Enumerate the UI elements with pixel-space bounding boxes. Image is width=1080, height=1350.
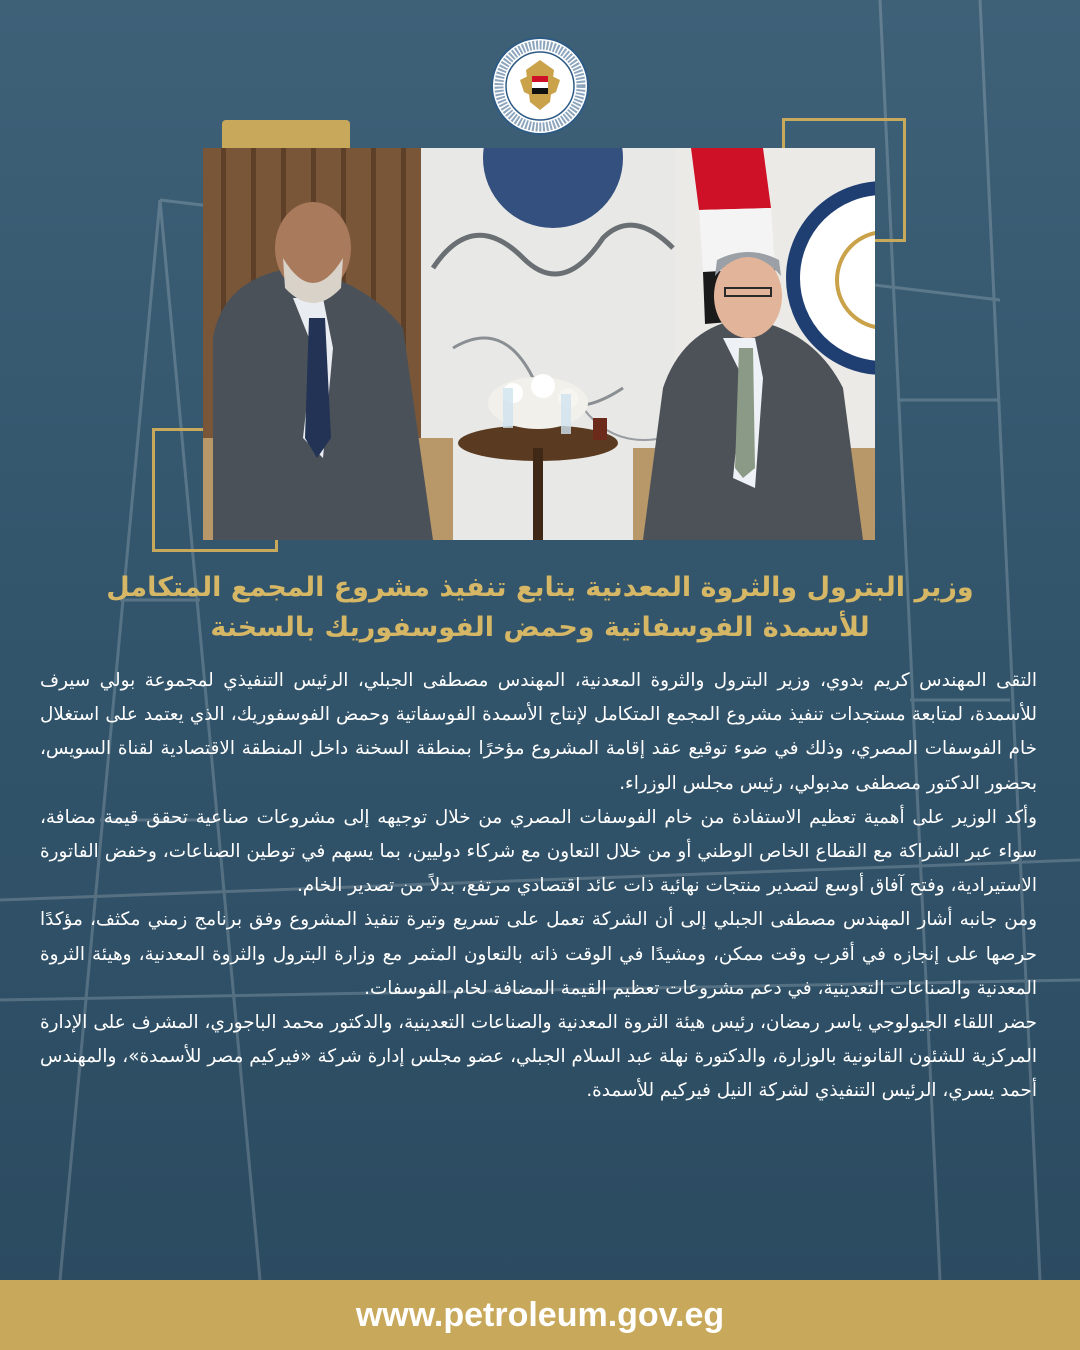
paragraph-3: ومن جانبه أشار المهندس مصطفى الجبلي إلى أن الشركة تعمل على تسريع وتيرة تنفيذ المشروع وفق برنامج زمني مكثف، مؤكدًا حرصها على إنجازه في أقرب وقت ممكن، ومشيدًا في الوقت ذاته بالتعاون المثمر مع وزارة البترول والثروة المعدنية، وهيئة الثروة المعدنية والصناعات التعدينية، في دعم مشروعات تعظيم القيمة المضافة لخام الفوسفات. bbox=[40, 909, 1037, 999]
paragraph-2: وأكد الوزير على أهمية تعظيم الاستفادة من خام الفوسفات المصري من خلال توجيهه إلى مشروعات صناعية تحقق قيمة مضافة، سواء عبر الشراكة مع القطاع الخاص الوطني أو من خلال التعاون مع شركاء دوليين، بما يسهم في توطين الصناعات، وخفض الفاتورة الاستيرادية، وفتح آفاق أوسع لتصدير منتجات نهائية ذات عائد اقتصادي مرتفع، بدلاً من تصدير الخام. bbox=[40, 806, 1037, 897]
website-url-link[interactable]: www.petroleum.gov.eg bbox=[355, 1295, 725, 1334]
footer-bar bbox=[0, 1280, 1080, 1350]
meeting-photo bbox=[203, 148, 875, 540]
paragraph-4: حضر اللقاء الجيولوجي ياسر رمضان، رئيس هيئة الثروة المعدنية والصناعات التعدينية، والدكتور محمد الباجوري، المشرف على الإدارة المركزية للشئون القانونية بالوزارة، والدكتورة نهلة عبد السلام الجبلي، عضو مجلس إدارة شركة «فيركيم مصر للأسمدة»، والمهندس أحمد يسري، الرئيس التنفيذي لشركة النيل فيركيم للأسمدة. bbox=[40, 1012, 1037, 1102]
headline-line-2: للأسمدة الفوسفاتية وحمض الفوسفوريك بالسخنة bbox=[210, 612, 870, 643]
ministry-logo bbox=[490, 36, 590, 136]
article-body bbox=[40, 664, 1037, 1109]
headline-line-1: وزير البترول والثروة المعدنية يتابع تنفيذ مشروع المجمع المتكامل bbox=[106, 572, 974, 603]
headline bbox=[40, 568, 1040, 648]
paragraph-1: التقى المهندس كريم بدوي، وزير البترول والثروة المعدنية، المهندس مصطفى الجبلي، الرئيس التنفيذي لمجموعة بولي سيرف للأسمدة، لمتابعة مستجدات تنفيذ مشروع المجمع المتكامل لإنتاج الأسمدة الفوسفاتية وحمض الفوسفوريك، الذي يعتمد على استغلال خام الفوسفات المصري، وذلك في ضوء توقيع عقد إقامة المشروع مؤخرًا بمنطقة السخنة داخل المنطقة الاقتصادية لقناة السويس، بحضور الدكتور مصطفى مدبولي، رئيس مجلس الوزراء. bbox=[40, 670, 1037, 794]
ministry-emblem-icon bbox=[490, 36, 590, 136]
